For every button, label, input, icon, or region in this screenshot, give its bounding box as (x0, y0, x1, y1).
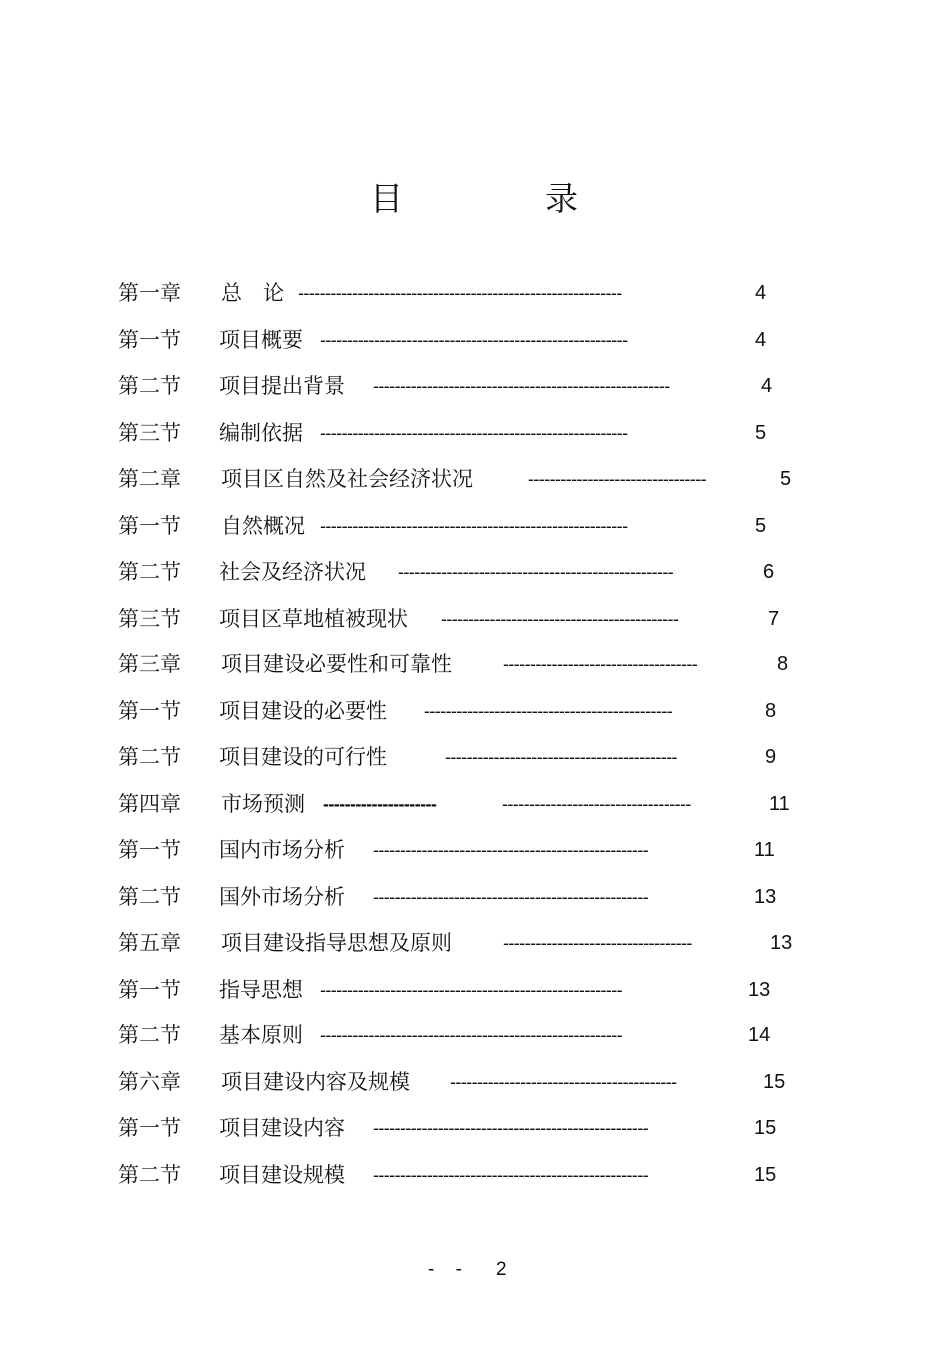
toc-entry-page: 5 (755, 515, 767, 537)
toc-entry-heading: 项目区草地植被现状 (219, 607, 408, 631)
toc-entry[interactable] (0, 734, 950, 780)
toc-entry-heading: 指导思想 (219, 978, 303, 1002)
toc-entry-heading: 项目概要 (219, 328, 303, 352)
toc-entry-label: 第二节 (118, 560, 181, 584)
toc-entry-heading: 项目建设指导思想及原则 (221, 931, 452, 955)
toc-entry[interactable] (0, 1012, 950, 1058)
toc-entry-heading: 项目提出背景 (219, 374, 345, 398)
toc-entry-leader: ----------------------------------- (503, 933, 692, 953)
toc-entry-label: 第三章 (118, 652, 181, 676)
toc-entry-page: 8 (765, 700, 777, 722)
toc-entry-page: 15 (754, 1164, 777, 1186)
toc-entry-heading: 项目建设内容及规模 (221, 1070, 410, 1094)
toc-entry-leader: --------------------------------------------------- (373, 1118, 649, 1138)
toc-entry-heading: 项目建设必要性和可靠性 (221, 652, 452, 676)
toc-entry-leader: ------------------------------------------ (450, 1072, 677, 1092)
toc-entry-label: 第一节 (118, 699, 181, 723)
toc-entry-label: 第二节 (118, 1163, 181, 1187)
toc-entry[interactable] (0, 781, 950, 827)
toc-entry-page: 8 (777, 653, 789, 675)
toc-entry[interactable] (0, 503, 950, 549)
toc-entry-leader: -------------------------------------------------------- (320, 1025, 623, 1045)
toc-entry[interactable] (0, 363, 950, 409)
toc-entry-leader: ------------------------------------------------------------ (298, 283, 622, 303)
toc-entry-page: 7 (768, 608, 780, 630)
toc-entry[interactable] (0, 688, 950, 734)
toc-entry[interactable] (0, 1152, 950, 1198)
toc-entry-heading: 基本原则 (219, 1023, 303, 1047)
toc-entry-heading: 项目建设规模 (219, 1163, 345, 1187)
toc-entry[interactable] (0, 874, 950, 920)
toc-entry-leader: --------------------------------------------------- (373, 840, 649, 860)
toc-entry-leader: --------------------------------------------------- (373, 1165, 649, 1185)
toc-entry-page: 5 (755, 422, 767, 444)
toc-entry-leader-bold: --------------------- (323, 794, 437, 814)
toc-entry-page: 5 (780, 468, 792, 490)
toc-entry-leader: --------------------------------------------------- (398, 562, 674, 582)
toc-entry[interactable] (0, 920, 950, 966)
toc-entry-leader: --------------------------------------------------- (373, 887, 649, 907)
toc-entry[interactable] (0, 456, 950, 502)
toc-entry[interactable] (0, 641, 950, 687)
toc-entry-heading: 项目区自然及社会经济状况 (221, 467, 473, 491)
toc-entry-label: 第一节 (118, 1116, 181, 1140)
toc-entry-leader: --------------------------------------------------------- (320, 516, 628, 536)
toc-entry-label: 第二节 (118, 1023, 181, 1047)
toc-entry-heading: 项目建设内容 (219, 1116, 345, 1140)
toc-entry-label: 第三节 (118, 607, 181, 631)
toc-entry-page: 4 (755, 282, 767, 304)
toc-entry[interactable] (0, 596, 950, 642)
toc-entry-page: 6 (763, 561, 775, 583)
toc-entry-label: 第四章 (118, 792, 181, 816)
toc-entry-leader: ----------------------------------- (502, 794, 691, 814)
toc-entry-heading: 市场预测 (221, 792, 305, 816)
footer-dashes: - - (428, 1259, 470, 1280)
toc-entry[interactable] (0, 827, 950, 873)
toc-entry-leader: -------------------------------------------- (441, 609, 679, 629)
toc-entry-page: 11 (769, 793, 790, 815)
toc-entry-label: 第二节 (118, 374, 181, 398)
toc-title-char-2: 录 (545, 179, 578, 218)
toc-entry[interactable] (0, 270, 950, 316)
toc-entry-label: 第一节 (118, 978, 181, 1002)
toc-entry-heading: 编制依据 (219, 421, 303, 445)
toc-entry-label: 第三节 (118, 421, 181, 445)
footer-page-number: 2 (496, 1259, 507, 1280)
toc-entry-leader: --------------------------------- (528, 469, 707, 489)
toc-entry-page: 11 (754, 839, 775, 861)
toc-entry[interactable] (0, 410, 950, 456)
toc-entry-page: 13 (754, 886, 777, 908)
toc-entry[interactable] (0, 317, 950, 363)
toc-entry-page: 9 (765, 746, 777, 768)
toc-entry-leader: --------------------------------------------------------- (320, 423, 628, 443)
toc-entry-page: 4 (761, 375, 773, 397)
toc-entry-label: 第二节 (118, 885, 181, 909)
toc-entry[interactable] (0, 1105, 950, 1151)
toc-entry-label: 第一节 (118, 514, 181, 538)
toc-entry[interactable] (0, 549, 950, 595)
toc-entry-label: 第二章 (118, 467, 181, 491)
toc-entry-heading: 国内市场分析 (219, 838, 345, 862)
toc-entry-label: 第一章 (118, 281, 181, 305)
toc-entry-page: 15 (763, 1071, 786, 1093)
toc-entry-heading: 社会及经济状况 (219, 560, 366, 584)
toc-entry[interactable] (0, 967, 950, 1013)
toc-entry-heading: 项目建设的必要性 (219, 699, 387, 723)
toc-entry-label: 第五章 (118, 931, 181, 955)
toc-entry-leader: -------------------------------------------------------- (320, 980, 623, 1000)
toc-entry-leader: ---------------------------------------------- (424, 701, 673, 721)
toc-entry-label: 第一节 (118, 328, 181, 352)
toc-entry-heading: 国外市场分析 (219, 885, 345, 909)
toc-entry-leader: ------------------------------------------- (445, 747, 677, 767)
toc-entry-label: 第二节 (118, 745, 181, 769)
toc-entry-page: 15 (754, 1117, 777, 1139)
toc-entry-page: 14 (748, 1024, 771, 1046)
toc-entry-heading: 自然概况 (221, 514, 305, 538)
toc-entry-label: 第六章 (118, 1070, 181, 1094)
toc-entry-page: 13 (770, 932, 793, 954)
toc-title-char-1: 目 (370, 179, 403, 218)
toc-entry-page: 13 (748, 979, 771, 1001)
toc-entry-leader: ------------------------------------------------------- (373, 376, 670, 396)
toc-entry-heading: 总 论 (221, 281, 284, 305)
toc-entry[interactable] (0, 1059, 950, 1105)
toc-entry-label: 第一节 (118, 838, 181, 862)
toc-entry-heading: 项目建设的可行性 (219, 745, 387, 769)
toc-entry-leader: ------------------------------------ (503, 654, 698, 674)
toc-entry-page: 4 (755, 329, 767, 351)
toc-entry-leader: --------------------------------------------------------- (320, 330, 628, 350)
